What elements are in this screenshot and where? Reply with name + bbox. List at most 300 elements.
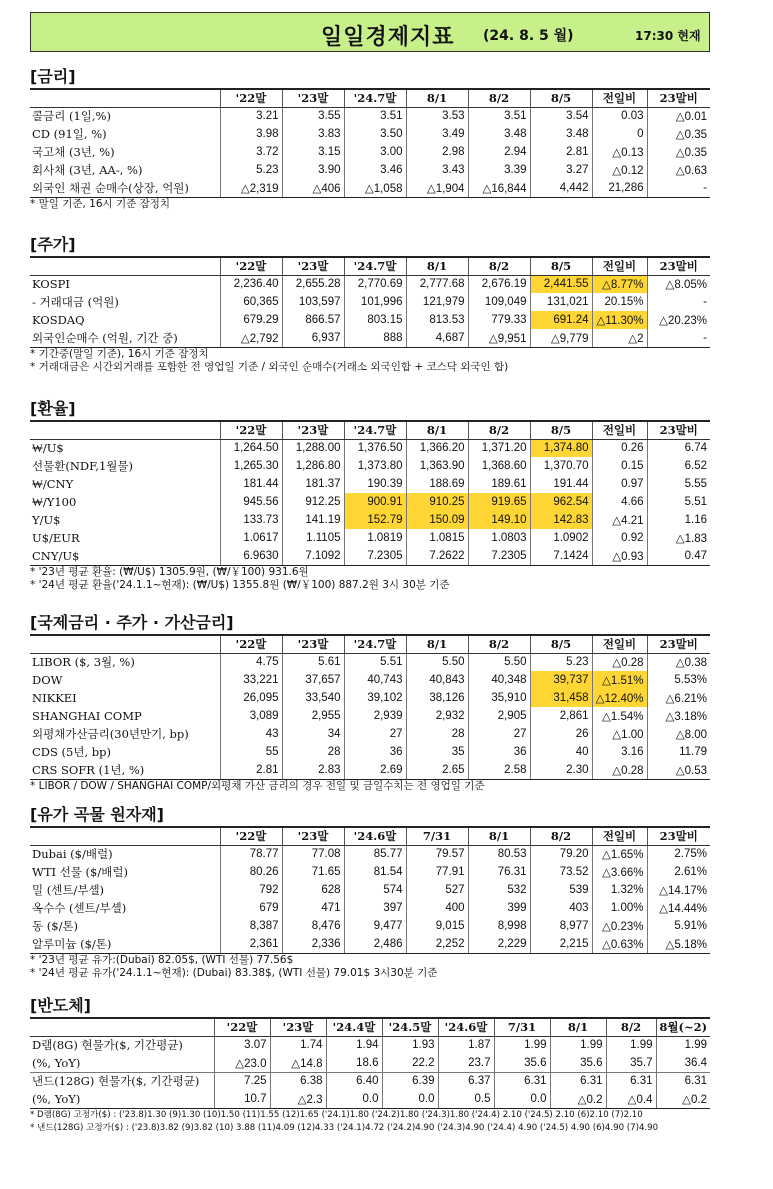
table-cell: 2.61%: [647, 863, 710, 881]
table-cell: 10.7: [214, 1090, 270, 1108]
table-cell: 2,441.55: [530, 275, 592, 293]
table-cell: △2,319: [220, 179, 282, 197]
table-cell: △1.54%: [592, 707, 647, 725]
table-cell: 35: [406, 743, 468, 761]
table-cell: 133.73: [220, 511, 282, 529]
column-header: 8/5: [530, 635, 592, 653]
table-cell: △16,844: [468, 179, 530, 197]
table-cell: △0.93: [592, 547, 647, 565]
table-cell: 6.38: [270, 1072, 326, 1090]
table-cell: 3.27: [530, 161, 592, 179]
table-cell: 3.50: [344, 125, 406, 143]
column-header: '24.4말: [326, 1018, 382, 1036]
section-title: [금리]: [30, 67, 76, 86]
table-cell: 7.1424: [530, 547, 592, 565]
table-cell: 8,476: [282, 917, 344, 935]
intl-table: [30, 634, 710, 780]
table-cell: 77.08: [282, 845, 344, 863]
table-cell: 900.91: [344, 493, 406, 511]
table-cell: △3.18%: [647, 707, 710, 725]
table-cell: 36: [344, 743, 406, 761]
row-label: 낸드(128G) 현물가($, 기간평균): [30, 1072, 214, 1090]
table-cell: △0.2: [550, 1090, 606, 1108]
table-cell: 2,215: [530, 935, 592, 953]
table-cell: △406: [282, 179, 344, 197]
table-cell: 1.1105: [282, 529, 344, 547]
table-cell: 1.0819: [344, 529, 406, 547]
row-label: ₩/U$: [32, 441, 64, 456]
table-cell: 191.44: [530, 475, 592, 493]
table-cell: 27: [468, 725, 530, 743]
column-header: '22말: [220, 827, 282, 845]
table-cell: △9,951: [468, 329, 530, 347]
table-cell: 3.15: [282, 143, 344, 161]
table-cell: 1.0815: [406, 529, 468, 547]
table-cell: 28: [406, 725, 468, 743]
table-cell: 803.15: [344, 311, 406, 329]
table-cell: △1,904: [406, 179, 468, 197]
table-cell: 5.23: [530, 653, 592, 671]
table-cell: △5.18%: [647, 935, 710, 953]
rates-table: [30, 88, 710, 198]
table-cell: 6.31: [494, 1072, 550, 1090]
table-cell: 40,843: [406, 671, 468, 689]
table-cell: 945.56: [220, 493, 282, 511]
section-rates: [30, 66, 710, 211]
table-cell: 0.03: [592, 107, 647, 125]
column-header: '24.7말: [344, 421, 406, 439]
column-header: 23말비: [647, 257, 710, 275]
table-cell: △0.35: [647, 125, 710, 143]
table-cell: 7.2305: [344, 547, 406, 565]
page-time: 17:30 현재: [635, 29, 701, 43]
row-label: (%, YoY): [32, 1055, 81, 1070]
table-cell: 43: [220, 725, 282, 743]
table-cell: △4.21: [592, 511, 647, 529]
table-cell: 0.47: [647, 547, 710, 565]
table-cell: 35.7: [606, 1054, 656, 1072]
table-cell: 2.83: [282, 761, 344, 779]
table-cell: 2,236.40: [220, 275, 282, 293]
footnote: * 거래대금은 시간외거래를 포함한 전 영업일 기준 / 외국인 순매수(거래소 외국인합 + 코스닥 외국인 합): [30, 360, 509, 373]
table-cell: -: [647, 329, 710, 347]
column-header: 8월(~2): [656, 1018, 710, 1036]
row-label: CD (91일, %): [32, 127, 107, 141]
table-cell: 779.33: [468, 311, 530, 329]
table-cell: 7.2305: [468, 547, 530, 565]
table-cell: 962.54: [530, 493, 592, 511]
table-cell: 79.20: [530, 845, 592, 863]
table-row: [30, 935, 710, 953]
title-bar: [30, 12, 710, 52]
table-cell: 539: [530, 881, 592, 899]
section-stocks: [30, 234, 710, 374]
table-cell: 26,095: [220, 689, 282, 707]
column-header: 23말비: [647, 827, 710, 845]
table-cell: 397: [344, 899, 406, 917]
table-cell: 5.23: [220, 161, 282, 179]
column-header: '23말: [270, 1018, 326, 1036]
table-cell: 5.61: [282, 653, 344, 671]
table-cell: 6,937: [282, 329, 344, 347]
table-row: [30, 1090, 710, 1108]
row-label: KOSPI: [32, 277, 70, 292]
table-row: [30, 881, 710, 899]
row-label: U$/EUR: [32, 531, 80, 545]
table-cell: △8.77%: [592, 275, 647, 293]
table-cell: 34: [282, 725, 344, 743]
column-header: '24.7말: [344, 257, 406, 275]
table-cell: 1.0617: [220, 529, 282, 547]
table-cell: 2,955: [282, 707, 344, 725]
column-header: '23말: [282, 257, 344, 275]
column-header: 8/5: [530, 421, 592, 439]
table-cell: 912.25: [282, 493, 344, 511]
table-cell: △0.13: [592, 143, 647, 161]
table-row: [30, 1072, 710, 1090]
table-cell: 866.57: [282, 311, 344, 329]
footnote: * 말일 기준, 16시 기준 잠정치: [30, 197, 171, 210]
table-cell: -: [647, 293, 710, 311]
row-label: LIBOR ($, 3월, %): [32, 655, 135, 670]
table-cell: 21,286: [592, 179, 647, 197]
table-cell: 85.77: [344, 845, 406, 863]
row-label: ₩/Y100: [32, 495, 77, 509]
column-header: 23말비: [647, 89, 710, 107]
table-cell: 679.29: [220, 311, 282, 329]
table-cell: 26: [530, 725, 592, 743]
table-row: [30, 161, 710, 179]
section-semiconductor: [30, 995, 710, 1135]
row-label: SHANGHAI COMP: [32, 709, 142, 723]
table-cell: 792: [220, 881, 282, 899]
table-cell: 35.6: [494, 1054, 550, 1072]
column-header: '22말: [220, 89, 282, 107]
table-cell: 2,861: [530, 707, 592, 725]
table-row: [30, 671, 710, 689]
table-cell: 40: [530, 743, 592, 761]
column-header: 전일비: [592, 635, 647, 653]
table-cell: △8.05%: [647, 275, 710, 293]
table-cell: 1.32%: [592, 881, 647, 899]
table-cell: 181.44: [220, 475, 282, 493]
table-cell: 3.07: [214, 1036, 270, 1054]
table-cell: 5.50: [406, 653, 468, 671]
table-cell: 3.48: [530, 125, 592, 143]
commod-table: [30, 826, 710, 954]
table-cell: 628: [282, 881, 344, 899]
row-label: CDS (5년, bp): [32, 745, 111, 759]
table-cell: 1.00%: [592, 899, 647, 917]
column-header: 8/2: [468, 257, 530, 275]
table-cell: △2,792: [220, 329, 282, 347]
footnote: * '23년 평균 유가:(Dubai) 82.05$, (WTI 선물) 77.56$: [30, 953, 294, 966]
table-cell: 80.53: [468, 845, 530, 863]
table-cell: 190.39: [344, 475, 406, 493]
section-commodities: [30, 804, 710, 980]
table-row: [30, 439, 710, 457]
table-cell: 691.24: [530, 311, 592, 329]
table-cell: 0.97: [592, 475, 647, 493]
column-header: '23말: [282, 421, 344, 439]
section-title: [주가]: [30, 235, 76, 254]
column-header: 8/1: [406, 257, 468, 275]
table-cell: 121,979: [406, 293, 468, 311]
row-label: 선물환(NDF,1월물): [32, 459, 133, 473]
table-cell: 1,376.50: [344, 439, 406, 457]
table-cell: △1.83: [647, 529, 710, 547]
table-cell: △8.00: [647, 725, 710, 743]
table-cell: 3.16: [592, 743, 647, 761]
table-cell: 79.57: [406, 845, 468, 863]
table-cell: 36: [468, 743, 530, 761]
table-cell: 2,905: [468, 707, 530, 725]
table-cell: 3.48: [468, 125, 530, 143]
table-cell: 40,743: [344, 671, 406, 689]
table-cell: 1,264.50: [220, 439, 282, 457]
table-cell: △9,779: [530, 329, 592, 347]
table-cell: 3.43: [406, 161, 468, 179]
table-cell: 1.99: [494, 1036, 550, 1054]
table-cell: 2,939: [344, 707, 406, 725]
table-row: [30, 863, 710, 881]
table-row: [30, 1036, 710, 1054]
table-row: [30, 143, 710, 161]
row-label: (%, YoY): [30, 1090, 214, 1108]
table-row: [30, 761, 710, 779]
footnote: * LIBOR / DOW / SHANGHAI COMP/외평채 가산 금리의 경우 전일 및 금일수치는 전 영업일 기준: [30, 779, 485, 792]
table-cell: 0.26: [592, 439, 647, 457]
table-cell: 36.4: [656, 1054, 710, 1072]
table-cell: 1,288.00: [282, 439, 344, 457]
table-cell: 78.77: [220, 845, 282, 863]
table-cell: △1.00: [592, 725, 647, 743]
table-cell: 181.37: [282, 475, 344, 493]
table-row: [30, 689, 710, 707]
table-row: [30, 653, 710, 671]
table-cell: 39,737: [530, 671, 592, 689]
row-label: Y/U$: [32, 513, 61, 527]
table-cell: 527: [406, 881, 468, 899]
footnote: * 낸드(128G) 고정가($) : ('23.8)3.82 (9)3.82 (10) 3.88 (11)4.09 (12)4.33 ('24.1)4.72 ('24.2)4.90 ('24.3)4.90 ('24.4) 4.90 ('24.5) 4.90 (6)4.90 (7)4.90: [30, 1122, 659, 1133]
table-cell: 5.91%: [647, 917, 710, 935]
table-cell: 1.93: [382, 1036, 438, 1054]
column-header: 전일비: [592, 827, 647, 845]
row-label: 밀 (센트/부셸): [32, 883, 105, 897]
table-cell: 813.53: [406, 311, 468, 329]
table-cell: 2,252: [406, 935, 468, 953]
table-cell: 7.25: [214, 1072, 270, 1090]
table-cell: 80.26: [220, 863, 282, 881]
table-cell: 2.81: [530, 143, 592, 161]
table-cell: 3.00: [344, 143, 406, 161]
table-cell: 1,265.30: [220, 457, 282, 475]
table-cell: △14.17%: [647, 881, 710, 899]
table-cell: 0.0: [326, 1090, 382, 1108]
column-header: 8/2: [468, 635, 530, 653]
table-cell: △0.12: [592, 161, 647, 179]
table-cell: 2,676.19: [468, 275, 530, 293]
row-label: CNY/U$: [30, 547, 220, 565]
table-row: [30, 311, 710, 329]
table-cell: 1.16: [647, 511, 710, 529]
table-cell: 2,486: [344, 935, 406, 953]
table-cell: 8,977: [530, 917, 592, 935]
table-cell: 3.46: [344, 161, 406, 179]
table-cell: 2.65: [406, 761, 468, 779]
table-cell: 3.21: [220, 107, 282, 125]
column-header: 전일비: [592, 89, 647, 107]
table-cell: 8,998: [468, 917, 530, 935]
table-cell: 6.39: [382, 1072, 438, 1090]
row-label: Dubai ($/배럴): [32, 847, 113, 862]
table-cell: 33,221: [220, 671, 282, 689]
table-cell: 3.90: [282, 161, 344, 179]
table-cell: 189.61: [468, 475, 530, 493]
column-header: 7/31: [494, 1018, 550, 1036]
page-date: (24. 8. 5 월): [483, 28, 574, 44]
table-cell: 55: [220, 743, 282, 761]
section-title: [국제금리 · 주가 · 가산금리]: [30, 613, 234, 632]
column-header: '23말: [282, 635, 344, 653]
table-cell: 40,348: [468, 671, 530, 689]
table-cell: 3.51: [468, 107, 530, 125]
table-cell: 1.99: [656, 1036, 710, 1054]
page-title: 일일경제지표: [321, 25, 455, 50]
table-cell: 6.52: [647, 457, 710, 475]
table-cell: 20.15%: [592, 293, 647, 311]
table-cell: △20.23%: [647, 311, 710, 329]
table-cell: 679: [220, 899, 282, 917]
column-header: 8/1: [550, 1018, 606, 1036]
table-cell: 1,366.20: [406, 439, 468, 457]
column-header: '24.6말: [438, 1018, 494, 1036]
table-cell: 1.99: [550, 1036, 606, 1054]
table-cell: 403: [530, 899, 592, 917]
footnote: * '24년 평균 유가('24.1.1~현재): (Dubai) 83.38$, (WTI 선물) 79.01$ 3시30분 기준: [30, 966, 438, 979]
table-row: [30, 125, 710, 143]
table-row: [30, 275, 710, 293]
header-blank: [30, 635, 220, 653]
table-cell: 1,374.80: [530, 439, 592, 457]
table-row: [30, 457, 710, 475]
table-cell: △0.53: [647, 761, 710, 779]
table-cell: 6.31: [550, 1072, 606, 1090]
row-label: 외국인 채권 순매수(상장, 억원): [30, 179, 220, 197]
row-label: 콜금리 (1일,%): [32, 109, 111, 124]
table-cell: 3.53: [406, 107, 468, 125]
header-blank: [30, 89, 220, 107]
table-row: [30, 179, 710, 197]
table-cell: 3.98: [220, 125, 282, 143]
table-cell: 2.98: [406, 143, 468, 161]
table-cell: △1.51%: [592, 671, 647, 689]
column-header: '23말: [282, 89, 344, 107]
column-header: 8/2: [468, 89, 530, 107]
table-cell: 1,286.80: [282, 457, 344, 475]
table-cell: 8,387: [220, 917, 282, 935]
table-cell: 1.99: [606, 1036, 656, 1054]
table-cell: 5.53%: [647, 671, 710, 689]
table-cell: △0.01: [647, 107, 710, 125]
table-cell: 35.6: [550, 1054, 606, 1072]
column-header: 8/2: [468, 421, 530, 439]
table-row: [30, 743, 710, 761]
table-cell: 0: [592, 125, 647, 143]
table-cell: 101,996: [344, 293, 406, 311]
table-cell: 2,932: [406, 707, 468, 725]
table-cell: 35,910: [468, 689, 530, 707]
table-row: [30, 1054, 710, 1072]
table-cell: 1.87: [438, 1036, 494, 1054]
section-intl: [30, 612, 710, 793]
section-fx: [30, 398, 710, 592]
table-cell: △14.44%: [647, 899, 710, 917]
table-cell: 1,373.80: [344, 457, 406, 475]
table-cell: 5.50: [468, 653, 530, 671]
header-blank: [30, 827, 220, 845]
table-cell: 33,540: [282, 689, 344, 707]
table-cell: 103,597: [282, 293, 344, 311]
row-label: 외평채가산금리(30년만기, bp): [32, 727, 189, 741]
table-cell: 5.51: [647, 493, 710, 511]
table-cell: △12.40%: [592, 689, 647, 707]
table-row: [30, 493, 710, 511]
table-cell: 400: [406, 899, 468, 917]
table-cell: 6.40: [326, 1072, 382, 1090]
table-cell: △0.28: [592, 761, 647, 779]
table-cell: 3.55: [282, 107, 344, 125]
column-header: '23말: [282, 827, 344, 845]
row-label: 옥수수 (센트/부셸): [32, 901, 127, 915]
table-cell: 1.0902: [530, 529, 592, 547]
table-cell: 2.69: [344, 761, 406, 779]
table-cell: △1.65%: [592, 845, 647, 863]
table-cell: 2,229: [468, 935, 530, 953]
table-cell: 188.69: [406, 475, 468, 493]
column-header: 7/31: [406, 827, 468, 845]
table-cell: 4.75: [220, 653, 282, 671]
table-cell: 141.19: [282, 511, 344, 529]
table-row: [30, 293, 710, 311]
table-cell: 131,021: [530, 293, 592, 311]
table-cell: 76.31: [468, 863, 530, 881]
table-cell: 3.72: [220, 143, 282, 161]
table-cell: 152.79: [344, 511, 406, 529]
row-label: 동 ($/톤): [32, 919, 79, 933]
column-header: '24.6말: [344, 827, 406, 845]
row-label: DOW: [32, 673, 63, 687]
table-cell: 6.9630: [220, 547, 282, 565]
table-cell: 1,363.90: [406, 457, 468, 475]
table-cell: 6.74: [647, 439, 710, 457]
table-cell: 2.75%: [647, 845, 710, 863]
table-cell: 7.2622: [406, 547, 468, 565]
table-cell: 6.31: [656, 1072, 710, 1090]
column-header: 8/2: [530, 827, 592, 845]
table-row: [30, 475, 710, 493]
table-cell: 73.52: [530, 863, 592, 881]
column-header: 23말비: [647, 635, 710, 653]
footnote: * 기간중(말일 기준), 16시 기준 잠정치: [30, 347, 209, 360]
footnote: * '24년 평균 환율('24.1.1~현재): (₩/U$) 1355.8원 (₩/￥100) 887.2원 3시 30분 기준: [30, 578, 450, 591]
column-header: 8/1: [406, 635, 468, 653]
table-row: [30, 511, 710, 529]
table-cell: △2.3: [270, 1090, 326, 1108]
table-cell: 471: [282, 899, 344, 917]
header-blank: [30, 1018, 214, 1036]
table-cell: △0.38: [647, 653, 710, 671]
